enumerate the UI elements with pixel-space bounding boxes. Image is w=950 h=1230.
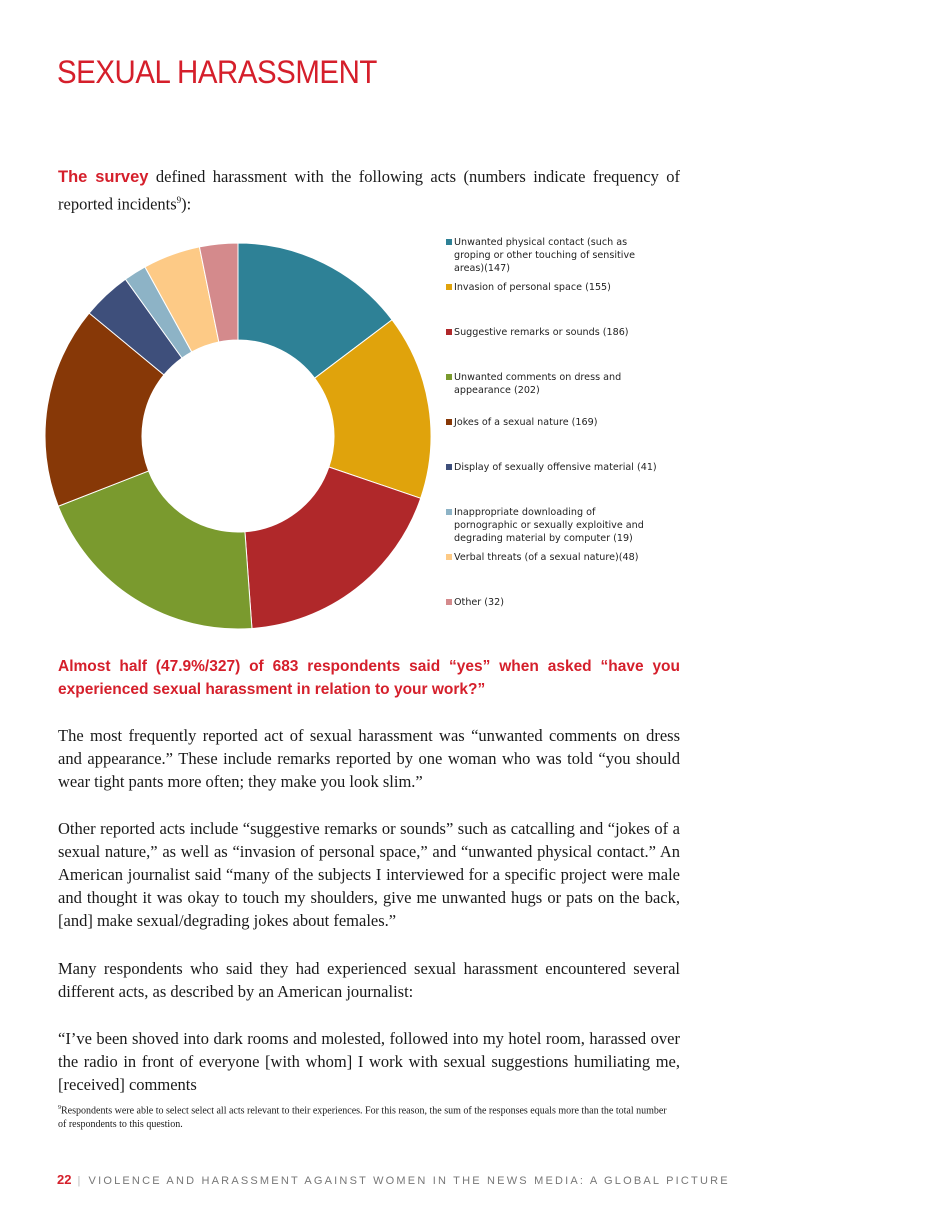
legend-swatch xyxy=(446,599,452,605)
legend-swatch xyxy=(446,419,452,425)
page-number: 22 xyxy=(57,1172,72,1187)
legend-label: Inappropriate downloading of pornographic or sexually exploitive and degrading material by computer (19) xyxy=(454,507,644,544)
intro-tail: ): xyxy=(181,194,192,214)
legend-label: Suggestive remarks or sounds (186) xyxy=(454,327,629,338)
legend-swatch xyxy=(446,329,452,335)
intro-lead: The survey xyxy=(58,168,149,186)
legend-item xyxy=(446,461,661,474)
legend-label: Display of sexually offensive material (41) xyxy=(454,462,657,473)
footnote-marker: 9 xyxy=(58,1105,61,1111)
legend-swatch xyxy=(446,554,452,560)
legend-label: Other (32) xyxy=(454,597,504,608)
footer-divider: | xyxy=(77,1175,83,1187)
legend-swatch xyxy=(446,464,452,470)
legend-item xyxy=(446,236,661,275)
legend-label: Unwanted comments on dress and appearance (202) xyxy=(454,372,622,396)
legend-item xyxy=(446,281,661,294)
body-quote: “I’ve been shoved into dark rooms and molested, followed into my hotel room, harassed over the radio in front of everyone [with whom] I work with sexual suggestions humiliating me, [received] comments xyxy=(58,1029,680,1094)
publication-title: VIOLENCE AND HARASSMENT AGAINST WOMEN IN THE NEWS MEDIA: A GLOBAL PICTURE xyxy=(88,1175,730,1187)
footnote-text: Respondents were able to select select all acts relevant to their experiences. For this reason, the sum of the responses equals more than the total number of respondents to this question. xyxy=(58,1105,667,1131)
page-footer xyxy=(57,1172,730,1187)
legend-item xyxy=(446,596,661,609)
legend-label: Jokes of a sexual nature (169) xyxy=(454,417,598,428)
footnote xyxy=(58,1101,668,1132)
legend-item xyxy=(446,416,661,429)
legend-swatch xyxy=(446,374,452,380)
page-title: SEXUAL HARASSMENT xyxy=(57,54,377,90)
body-paragraph: Other reported acts include “suggestive remarks or sounds” such as catcalling and “jokes of a sexual nature,” as well as “invasion of personal space,” and “unwanted physical contact.” An American journalist said “many of the subjects I interviewed for a specific project were male and thought it was okay to touch my shoulders, give me unwanted hugs or pats on the back, [and] make sexual/degrading jokes about females.” xyxy=(58,819,680,930)
key-finding-callout: Almost half (47.9%/327) of 683 respondents said “yes” when asked “have you experienced sexual harassment in relation to your work?” xyxy=(58,658,680,698)
legend-item xyxy=(446,551,661,564)
legend-item xyxy=(446,326,661,339)
intro-text: defined harassment with the following acts (numbers indicate frequency of reported incidents xyxy=(58,167,681,214)
legend-item xyxy=(446,506,661,545)
legend-swatch xyxy=(446,239,452,245)
footnote-ref: 9 xyxy=(176,195,182,205)
legend-label: Unwanted physical contact (such as groping or other touching of sensitive areas)(147) xyxy=(454,237,636,274)
donut-slice xyxy=(245,467,421,629)
legend-swatch xyxy=(446,284,452,290)
legend-label: Verbal threats (of a sexual nature)(48) xyxy=(454,552,639,563)
harassment-donut-chart xyxy=(40,238,440,638)
body-paragraph: Many respondents who said they had experienced sexual harassment encountered several different acts, as described by an American journalist: xyxy=(58,959,680,1001)
intro-paragraph xyxy=(58,165,680,216)
legend-label: Invasion of personal space (155) xyxy=(454,282,611,293)
legend-swatch xyxy=(446,509,452,515)
body-paragraph: The most frequently reported act of sexual harassment was “unwanted comments on dress and appearance.” These include remarks reported by one woman who was told “you should wear tight pants more often; they make you look slim.” xyxy=(58,726,680,791)
legend-item xyxy=(446,371,661,397)
